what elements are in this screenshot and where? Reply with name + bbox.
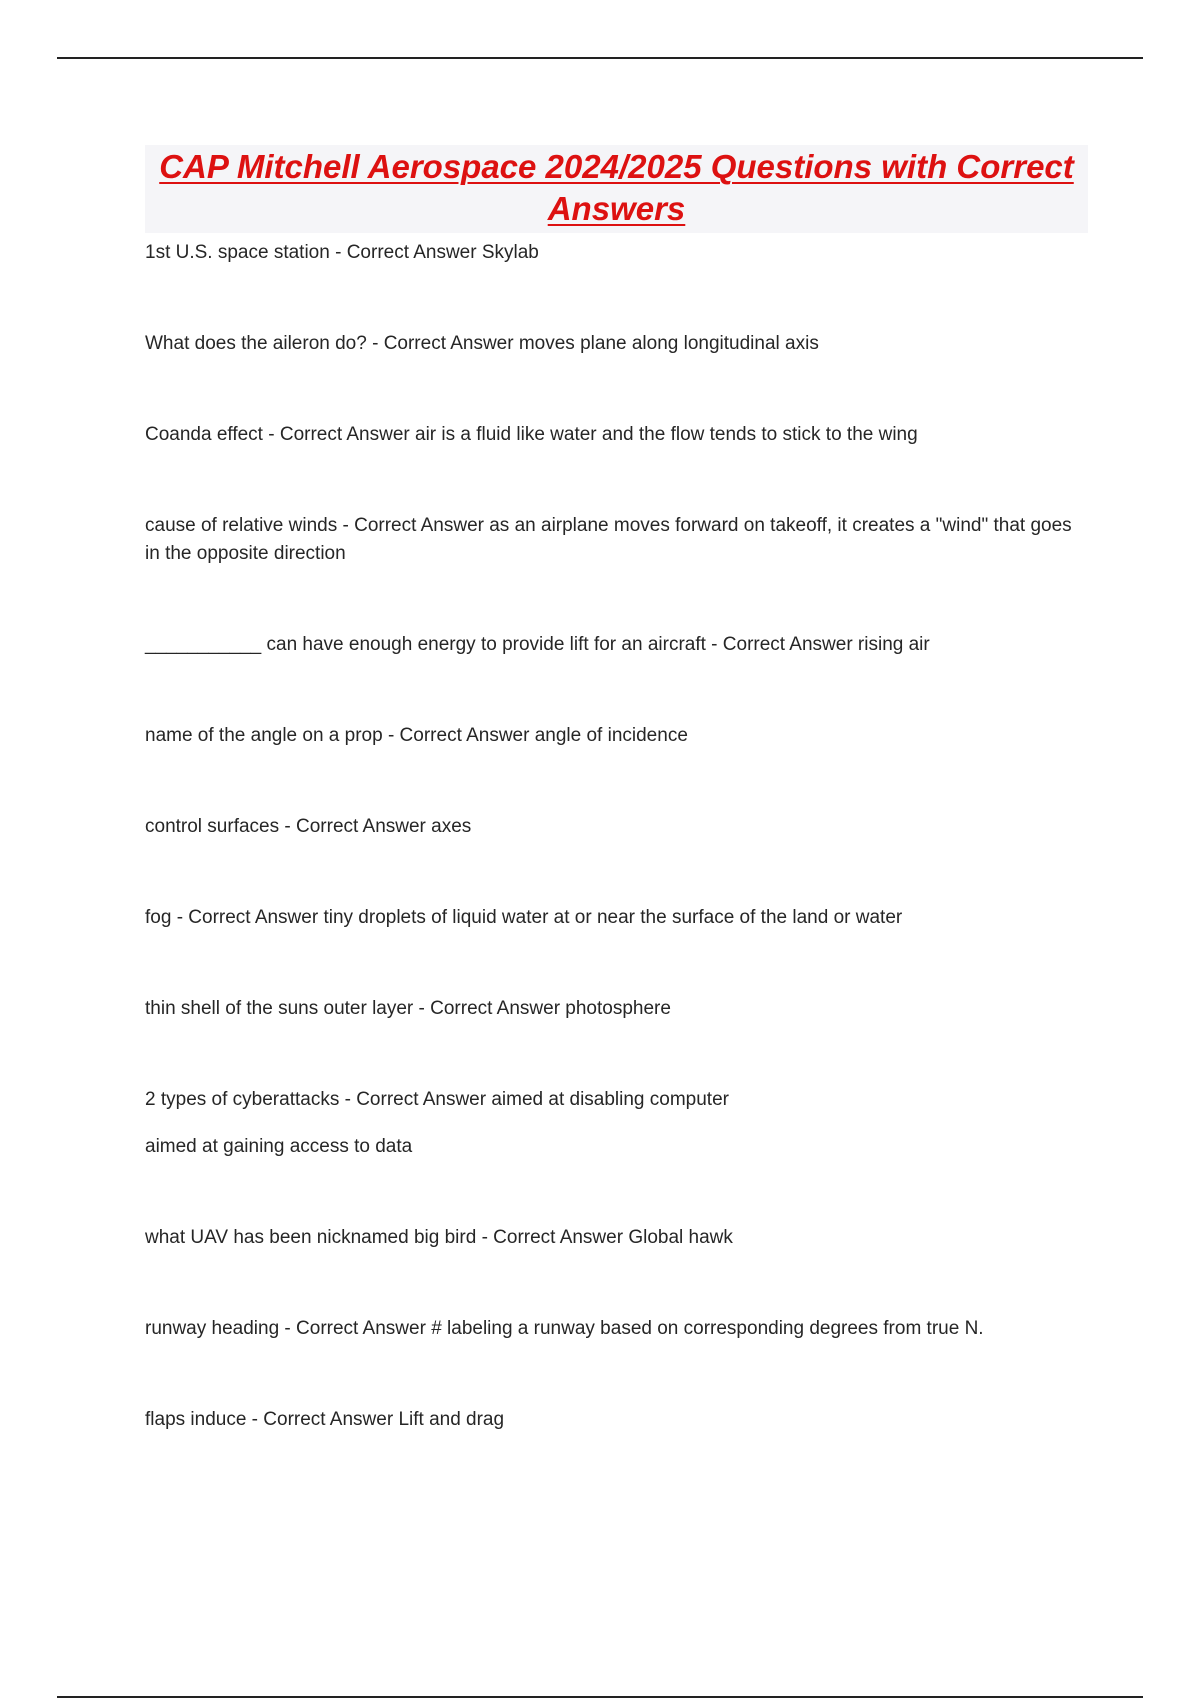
title-box [145, 145, 1088, 233]
qa-item: thin shell of the suns outer layer - Correct Answer photosphere [145, 998, 671, 1019]
qa-item: cause of relative winds - Correct Answer as an airplane moves forward on takeoff, it creates a "wind" that goes in the opposite direction [145, 515, 1072, 564]
qa-item: Coanda effect - Correct Answer air is a fluid like water and the flow tends to stick to the wing [145, 424, 918, 445]
document-title: CAP Mitchell Aerospace 2024/2025 Questions with Correct Answers [159, 148, 1074, 227]
top-rule [57, 57, 1143, 59]
qa-item: 1st U.S. space station - Correct Answer Skylab [145, 242, 539, 263]
qa-item: name of the angle on a prop - Correct Answer angle of incidence [145, 725, 688, 746]
qa-item: flaps induce - Correct Answer Lift and drag [145, 1409, 505, 1430]
qa-item: what UAV has been nicknamed big bird - Correct Answer Global hawk [145, 1227, 733, 1248]
qa-item: control surfaces - Correct Answer axes [145, 816, 472, 837]
document-body [145, 145, 1088, 1497]
qa-item: ___________ can have enough energy to provide lift for an aircraft - Correct Answer rising air [145, 634, 930, 655]
qa-item-multiline [145, 1086, 1088, 1161]
qa-item-line: aimed at gaining access to data [145, 1136, 413, 1157]
qa-item-line: 2 types of cyberattacks - Correct Answer aimed at disabling computer [145, 1089, 729, 1110]
qa-item: What does the aileron do? - Correct Answer moves plane along longitudinal axis [145, 333, 819, 354]
bottom-rule [57, 1696, 1143, 1698]
qa-item: runway heading - Correct Answer # labeling a runway based on corresponding degrees from true N. [145, 1318, 984, 1339]
qa-item: fog - Correct Answer tiny droplets of liquid water at or near the surface of the land or water [145, 907, 903, 928]
